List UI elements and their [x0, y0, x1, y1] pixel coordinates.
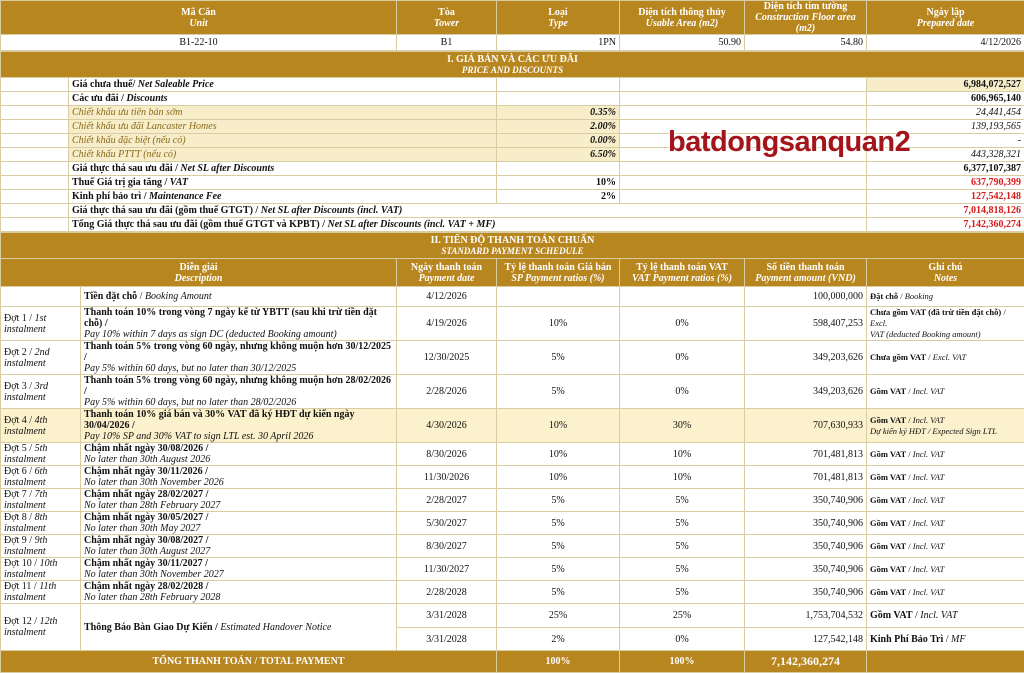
description-cell: [81, 489, 397, 512]
note-line-1: Gồm VAT: [870, 386, 906, 396]
desc-line-2: No later than 28th February 2028: [84, 592, 220, 603]
installment-suffix: instalment: [4, 358, 46, 369]
after-discount-row: [1, 162, 1024, 176]
installment-suffix: instalment: [4, 546, 46, 557]
incl-vat-value: 7,014,818,126: [867, 204, 1024, 218]
installment-label-en: 7th: [35, 489, 48, 500]
notes-cell: Đặt chỗ / Booking: [867, 287, 1024, 307]
note-line-1-en: Incl. VAT: [913, 472, 945, 482]
final-note-2-en: MF: [951, 634, 965, 645]
payment-date: 5/30/2027: [397, 512, 497, 535]
maintenance-value: 127,542,148: [867, 190, 1024, 204]
installment-label-en: 8th: [35, 512, 48, 523]
installment-cell: Đợt 8 / 8th instalment: [1, 512, 81, 535]
sp-ratio: 5%: [497, 581, 620, 604]
note-line-1: Gồm VAT: [870, 541, 906, 551]
notes-cell: Gồm VAT / Incl. VAT: [867, 375, 1024, 409]
discount-item-label: Chiết khấu đặc biệt (nếu có): [69, 134, 497, 148]
installment-suffix: instalment: [4, 392, 46, 403]
schedule-row: [1, 375, 1024, 409]
installment-label: Đợt 6: [4, 466, 27, 477]
installment-label: Đợt 8: [4, 512, 27, 523]
unit-tower: B1: [397, 35, 497, 51]
tower-header: Tòa: [438, 7, 455, 18]
sp-ratio: 10%: [497, 466, 620, 489]
payment-date: 4/12/2026: [397, 287, 497, 307]
installment-label: Đợt 4: [4, 415, 27, 426]
discount-item-pct: 6.50%: [497, 148, 620, 162]
discount-item-row: [1, 106, 1024, 120]
vat-ratio: 30%: [620, 409, 745, 443]
notes-cell: Gồm VAT / Incl. VAT: [867, 558, 1024, 581]
amount-header-en: Payment amount (VND): [755, 273, 856, 284]
discount-item-amount: 139,193,565: [867, 120, 1024, 134]
desc-line-1: Chậm nhất ngày 28/02/2027 /: [84, 489, 208, 500]
description-cell: [81, 535, 397, 558]
total-payment-row: [1, 651, 1024, 673]
description-cell: [81, 341, 397, 375]
desc-line-1: Thanh toán 10% giá bán và 30% VAT đã ký HĐT dự kiến ngày 30/04/2026 /: [84, 409, 354, 431]
note-line-1: Gồm VAT: [870, 495, 906, 505]
sp-ratio: 5%: [497, 512, 620, 535]
note-line-1-en: Booking: [905, 291, 933, 301]
payment-date: 2/28/2027: [397, 489, 497, 512]
usable-header: Diện tích thông thủy: [638, 7, 726, 18]
schedule-row: [1, 535, 1024, 558]
notes-cell: Gồm VAT / Incl. VAT: [867, 466, 1024, 489]
vat-row: [1, 176, 1024, 190]
notes-header: Ghi chú: [928, 262, 962, 273]
type-header-en: Type: [548, 18, 568, 29]
note-line-1: Chưa gồm VAT (đã trừ tiền đặt chỗ): [870, 307, 1001, 317]
installment-suffix: instalment: [4, 569, 46, 580]
tower-header-en: Tower: [434, 18, 459, 29]
schedule-row: [1, 409, 1024, 443]
schedule-row: [1, 341, 1024, 375]
payment-amount: 598,407,253: [745, 307, 867, 341]
section2-header: [1, 233, 1024, 259]
vat-header-en: VAT Payment ratios (%): [632, 273, 732, 284]
sp-header-en: SP Payment ratios (%): [511, 273, 604, 284]
note-line-1-en: Incl. VAT: [913, 541, 945, 551]
vat-ratio: 0%: [620, 307, 745, 341]
installment-label-en: 2nd: [35, 347, 50, 358]
note-line-1: Gồm VAT: [870, 449, 906, 459]
desc-line-1: Chậm nhất ngày 28/02/2028 /: [84, 581, 208, 592]
description-cell: [81, 512, 397, 535]
installment-suffix: instalment: [4, 426, 46, 437]
vat-ratio: 0%: [620, 341, 745, 375]
installment-label-en: 1st: [35, 313, 47, 324]
payment-date: 8/30/2027: [397, 535, 497, 558]
desc-line-2: Pay 5% within 60 days, but no later than 28/02/2026: [84, 397, 296, 408]
description-cell: Tiền đặt chỗ / Booking Amount: [81, 287, 397, 307]
sp-ratio: 5%: [497, 375, 620, 409]
payment-amount: 701,481,813: [745, 466, 867, 489]
description-cell: [81, 409, 397, 443]
discount-item-pct: 0.00%: [497, 134, 620, 148]
after-discount-value: 6,377,107,387: [867, 162, 1024, 176]
prepared-header: Ngày lập: [926, 7, 964, 18]
description-cell: [81, 581, 397, 604]
vat-ratio: 5%: [620, 512, 745, 535]
note-line-1-en: Incl. VAT: [913, 415, 945, 425]
date-header: Ngày thanh toán: [411, 262, 482, 273]
watermark: batdongsanquan2: [668, 126, 910, 159]
amount-header: Số tiền thanh toán: [766, 262, 844, 273]
installment-label-en: 6th: [35, 466, 48, 477]
discounts-value: 606,965,140: [867, 92, 1024, 106]
notes-cell: Chưa gồm VAT / Excl. VAT: [867, 341, 1024, 375]
section1-title: I. GIÁ BÁN VÀ CÁC ƯU ĐÃI: [447, 54, 578, 65]
sp-ratio: 10%: [497, 443, 620, 466]
installment-cell: Đợt 2 / 2nd instalment: [1, 341, 81, 375]
after-discount-label-en: Net SL after Discounts: [180, 163, 274, 174]
schedule-row: [1, 489, 1024, 512]
payment-date: 4/30/2026: [397, 409, 497, 443]
sp-ratio: 10%: [497, 409, 620, 443]
vat-value: 637,790,399: [867, 176, 1024, 190]
vat-ratio: 5%: [620, 535, 745, 558]
note-line-1-en: Excl.: [870, 318, 887, 328]
note-line-2: VAT (deducted Booking amount): [870, 329, 981, 339]
installment-cell: Đợt 10 / 10th instalment: [1, 558, 81, 581]
notes-cell: Gồm VAT / Incl. VAT: [867, 535, 1024, 558]
desc-line-1: Thanh toán 5% trong vòng 60 ngày, nhưng không muộn hơn 28/02/2026 /: [84, 375, 391, 397]
final-row-1: Đợt 12 / 12th instalment Thông Báo Bàn Giao Dự Kiến / Estimated Handover Notice 3/31/2028 25% 25% 1,753,704,532 Gồm VAT / Incl. VAT: [1, 604, 1024, 628]
type-header: Loại: [548, 7, 567, 18]
vat-label: Thuế Giá trị gia tăng /: [72, 177, 167, 188]
installment-suffix: instalment: [4, 523, 46, 534]
desc-line-2: No later than 30th November 2026: [84, 477, 224, 488]
incl-vat-row: [1, 204, 1024, 218]
unit-table: [0, 0, 1024, 51]
incl-vat-label-en: Net SL after Discounts (incl. VAT): [261, 205, 403, 216]
payment-date: 12/30/2025: [397, 341, 497, 375]
installment-cell: Đợt 4 / 4th instalment: [1, 409, 81, 443]
desc-header: Diễn giải: [179, 262, 217, 273]
payment-amount: 100,000,000: [745, 287, 867, 307]
discounts-row: [1, 92, 1024, 106]
note-line-1-en: Incl. VAT: [913, 564, 945, 574]
installment-label-en: 3rd: [35, 381, 49, 392]
construction-header: Diện tích tim tường: [764, 1, 847, 12]
installment-label: Đợt 7: [4, 489, 27, 500]
payment-date: 11/30/2027: [397, 558, 497, 581]
schedule-body: [1, 287, 1024, 604]
maintenance-pct: 2%: [497, 190, 620, 204]
payment-amount: 350,740,906: [745, 581, 867, 604]
final-sp-1: 25%: [497, 604, 620, 628]
discount-item-amount: 24,441,454: [867, 106, 1024, 120]
vat-label-en: VAT: [170, 177, 188, 188]
note-line-1: Gồm VAT: [870, 587, 906, 597]
payment-amount: 350,740,906: [745, 489, 867, 512]
vat-ratio: 10%: [620, 443, 745, 466]
construction-header-en: Construction Floor area (m2): [755, 12, 856, 34]
installment-label-en: 4th: [35, 415, 48, 426]
schedule-header-row: [1, 259, 1024, 287]
desc-line-1: Chậm nhất ngày 30/05/2027 /: [84, 512, 208, 523]
discount-item-amount: 443,328,321: [867, 148, 1024, 162]
desc-line-1-en: Booking Amount: [145, 291, 212, 302]
sp-ratio: 5%: [497, 535, 620, 558]
final-desc: Thông Báo Bàn Giao Dự Kiến /: [84, 622, 218, 633]
schedule-table: [0, 232, 1024, 673]
desc-line-2: No later than 30th August 2027: [84, 546, 210, 557]
note-line-1-en: Incl. VAT: [913, 386, 945, 396]
desc-line-2: Pay 10% SP and 30% VAT to sign LTL est. 30 April 2026: [84, 431, 313, 442]
note-line-1: Gồm VAT: [870, 415, 906, 425]
installment-suffix: instalment: [4, 592, 46, 603]
final-row-2: 3/31/2028 2% 0% 127,542,148 Kinh Phí Bảo Trì / MF: [1, 628, 1024, 651]
installment-label: Đợt 1: [4, 313, 27, 324]
sp-ratio: 5%: [497, 341, 620, 375]
description-cell: [81, 558, 397, 581]
note-line-1-en: Excl. VAT: [933, 352, 967, 362]
sp-header: Tỷ lệ thanh toán Giá bán: [505, 262, 612, 273]
notes-cell: Gồm VAT / Incl. VAT Dự kiến ký HĐT / Expected Sign LTL: [867, 409, 1024, 443]
installment-label: Đợt 11: [4, 581, 31, 592]
vat-ratio: 0%: [620, 375, 745, 409]
desc-line-2: Pay 5% within 60 days, but no later than 30/12/2025: [84, 363, 296, 374]
payment-amount: 350,740,906: [745, 535, 867, 558]
desc-line-1: Chậm nhất ngày 30/08/2026 /: [84, 443, 208, 454]
payment-amount: 350,740,906: [745, 558, 867, 581]
installment-label-en: 9th: [35, 535, 48, 546]
installment-label: Đợt 10: [4, 558, 32, 569]
grand-total-label: Tổng Giá thực thá sau ưu đãi (gồm thuế GTGT và KPBT) /: [72, 219, 325, 230]
desc-line-2: No later than 30th May 2027: [84, 523, 200, 534]
total-payment-sp: 100%: [497, 651, 620, 673]
discount-item-pct: 0.35%: [497, 106, 620, 120]
vat-ratio: 5%: [620, 558, 745, 581]
discount-item-label: Chiết khấu ưu tiên bán sớm: [69, 106, 497, 120]
notes-cell: Gồm VAT / Incl. VAT: [867, 489, 1024, 512]
note-line-1: Gồm VAT: [870, 518, 906, 528]
unit-construction-area: 54.80: [745, 35, 867, 51]
schedule-row: [1, 307, 1024, 341]
installment-label: Đợt 2: [4, 347, 27, 358]
grand-total-label-en: Net SL after Discounts (incl. VAT + MF): [327, 219, 495, 230]
unit-code-header: Mã Căn: [181, 7, 216, 18]
final-installment: [1, 604, 1024, 651]
installment-cell: Đợt 7 / 7th instalment: [1, 489, 81, 512]
installment-cell: Đợt 11 / 11th instalment: [1, 581, 81, 604]
installment-cell: Đợt 3 / 3rd instalment: [1, 375, 81, 409]
payment-date: 8/30/2026: [397, 443, 497, 466]
installment-label: Đợt 5: [4, 443, 27, 454]
final-note-1-en: Incl. VAT: [920, 610, 957, 621]
notes-cell: Gồm VAT / Incl. VAT: [867, 581, 1024, 604]
section1-subtitle: PRICE AND DISCOUNTS: [462, 65, 563, 75]
sp-ratio: 5%: [497, 489, 620, 512]
installment-label-en: 11th: [39, 581, 56, 592]
desc-line-2: Pay 10% within 7 days as sign DC (deducted Booking amount): [84, 329, 337, 340]
vat-ratio: 10%: [620, 466, 745, 489]
final-note-2: Kinh Phí Bảo Trì: [870, 634, 943, 645]
discount-item-pct: 2.00%: [497, 120, 620, 134]
desc-line-1: Thanh toán 10% trong vòng 7 ngày kể từ YBTT (sau khi trừ tiền đặt chỗ) /: [84, 307, 377, 329]
total-payment-vat: 100%: [620, 651, 745, 673]
description-cell: [81, 375, 397, 409]
unit-code-header-en: Unit: [189, 18, 207, 29]
desc-line-2: No later than 28th February 2027: [84, 500, 220, 511]
final-desc-en: Estimated Handover Notice: [220, 622, 331, 633]
sp-ratio: 5%: [497, 558, 620, 581]
note-line-1: Chưa gồm VAT: [870, 352, 926, 362]
final-sp-2: 2%: [497, 628, 620, 651]
net-price-label-en: Net Saleable Price: [138, 79, 214, 90]
maintenance-label: Kinh phí bảo trì /: [72, 191, 146, 202]
installment-cell: [1, 287, 81, 307]
section1-header: [1, 52, 1024, 78]
installment-suffix: instalment: [4, 454, 46, 465]
net-price-label: Giá chưa thuế/: [72, 79, 135, 90]
note-line-2: Dự kiến ký HĐT / Expected Sign LTL: [870, 426, 997, 436]
final-amount-1: 1,753,704,532: [745, 604, 867, 628]
discounts-label-en: Discounts: [126, 93, 167, 104]
description-cell: [81, 443, 397, 466]
note-line-1: Gồm VAT: [870, 472, 906, 482]
installment-suffix: instalment: [4, 324, 46, 335]
schedule-row: [1, 443, 1024, 466]
schedule-row: [1, 581, 1024, 604]
schedule-row: [1, 512, 1024, 535]
payment-amount: 701,481,813: [745, 443, 867, 466]
desc-line-1: Chậm nhất ngày 30/11/2026 /: [84, 466, 208, 477]
discount-item-label: Chiết khấu ưu đãi Lancaster Homes: [69, 120, 497, 134]
section2-subtitle: STANDARD PAYMENT SCHEDULE: [441, 246, 583, 256]
note-line-1-en: Incl. VAT: [913, 518, 945, 528]
maintenance-label-en: Maintenance Fee: [149, 191, 222, 202]
unit-usable-area: 50.90: [620, 35, 745, 51]
installment-suffix: instalment: [4, 500, 46, 511]
final-inst-label-en: 12th: [40, 616, 58, 627]
description-cell: [81, 466, 397, 489]
unit-type: 1PN: [497, 35, 620, 51]
payment-date: 2/28/2026: [397, 375, 497, 409]
final-amount-2: 127,542,148: [745, 628, 867, 651]
sp-ratio: [497, 287, 620, 307]
maintenance-row: [1, 190, 1024, 204]
notes-cell: Gồm VAT / Incl. VAT: [867, 443, 1024, 466]
vat-ratio: [620, 287, 745, 307]
installment-suffix: instalment: [4, 477, 46, 488]
schedule-row: [1, 558, 1024, 581]
unit-row: [1, 35, 1024, 51]
installment-cell: Đợt 5 / 5th instalment: [1, 443, 81, 466]
note-line-1-en: Incl. VAT: [913, 495, 945, 505]
unit-prepared-date: 4/12/2026: [867, 35, 1024, 51]
vat-header: Tỷ lệ thanh toán VAT: [636, 262, 728, 273]
vat-ratio: 5%: [620, 581, 745, 604]
final-note-1: Gồm VAT: [870, 610, 913, 621]
installment-label: Đợt 9: [4, 535, 27, 546]
net-price-value: 6,984,072,527: [867, 78, 1024, 92]
installment-label: Đợt 3: [4, 381, 27, 392]
note-line-1: Đặt chỗ: [870, 291, 898, 301]
final-vat-1: 25%: [620, 604, 745, 628]
vat-ratio: 5%: [620, 489, 745, 512]
payment-date: 11/30/2026: [397, 466, 497, 489]
unit-header-row: [1, 1, 1024, 35]
grand-total-row: [1, 218, 1024, 232]
installment-cell: Đợt 6 / 6th instalment: [1, 466, 81, 489]
desc-line-2: No later than 30th November 2027: [84, 569, 224, 580]
final-date-2: 3/31/2028: [397, 628, 497, 651]
description-cell: [81, 307, 397, 341]
usable-header-en: Usable Area (m2): [646, 18, 718, 29]
installment-label-en: 10th: [40, 558, 58, 569]
schedule-row: [1, 287, 1024, 307]
desc-line-1: Thanh toán 5% trong vòng 60 ngày, nhưng không muộn hơn 30/12/2025 /: [84, 341, 391, 363]
payment-date: 2/28/2028: [397, 581, 497, 604]
desc-line-2: No later than 30th August 2026: [84, 454, 210, 465]
payment-amount: 349,203,626: [745, 375, 867, 409]
payment-date: 4/19/2026: [397, 307, 497, 341]
installment-cell: Đợt 1 / 1st instalment: [1, 307, 81, 341]
payment-amount: 707,630,933: [745, 409, 867, 443]
schedule-row: [1, 466, 1024, 489]
date-header-en: Payment date: [419, 273, 475, 284]
final-date-1: 3/31/2028: [397, 604, 497, 628]
unit-code: B1-22-10: [1, 35, 397, 51]
vat-pct: 10%: [497, 176, 620, 190]
notes-cell: Chưa gồm VAT (đã trừ tiền đặt chỗ) / Excl. VAT (deducted Booking amount): [867, 307, 1024, 341]
net-price-row: [1, 78, 1024, 92]
desc-line-1: Chậm nhất ngày 30/08/2027 /: [84, 535, 208, 546]
final-vat-2: 0%: [620, 628, 745, 651]
prepared-header-en: Prepared date: [917, 18, 975, 29]
discounts-label: Các ưu đãi /: [72, 93, 124, 104]
desc-header-en: Description: [175, 273, 223, 284]
sp-ratio: 10%: [497, 307, 620, 341]
total-payment-label: TỔNG THANH TOÁN / TOTAL PAYMENT: [1, 651, 497, 673]
payment-amount: 350,740,906: [745, 512, 867, 535]
incl-vat-label: Giá thực thá sau ưu đãi (gồm thuế GTGT) /: [72, 205, 258, 216]
final-inst-label: Đợt 12: [4, 616, 32, 627]
after-discount-label: Giá thực thá sau ưu đãi /: [72, 163, 178, 174]
note-line-1-en: Incl. VAT: [913, 587, 945, 597]
total-payment-amount: 7,142,360,274: [745, 651, 867, 673]
installment-label-en: 5th: [35, 443, 48, 454]
notes-cell: Gồm VAT / Incl. VAT: [867, 512, 1024, 535]
discount-item-amount: -: [867, 134, 1024, 148]
desc-line-1: Tiền đặt chỗ: [84, 291, 137, 302]
desc-line-1: Chậm nhất ngày 30/11/2027 /: [84, 558, 208, 569]
section2-title: II. TIẾN ĐỘ THANH TOÁN CHUẨN: [431, 235, 595, 246]
discount-item-label: Chiết khấu PTTT (nếu có): [69, 148, 497, 162]
payment-amount: 349,203,626: [745, 341, 867, 375]
notes-header-en: Notes: [934, 273, 957, 284]
grand-total-value: 7,142,360,274: [867, 218, 1024, 232]
note-line-1: Gồm VAT: [870, 564, 906, 574]
note-line-1-en: Incl. VAT: [913, 449, 945, 459]
installment-cell: Đợt 9 / 9th instalment: [1, 535, 81, 558]
